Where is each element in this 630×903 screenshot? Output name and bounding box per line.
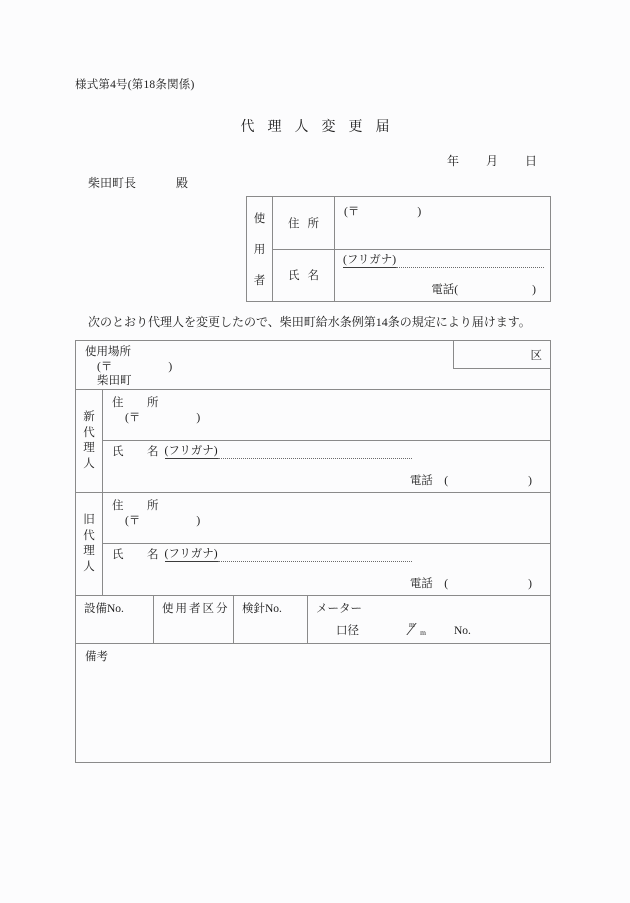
user-tel-label: 電話(	[431, 284, 459, 296]
old-agent-label-char-3: 理	[83, 545, 95, 557]
old-agent-postal-open: (〒	[125, 515, 141, 527]
addressee-name: 柴田町長	[88, 176, 137, 190]
old-agent-furigana-dots	[218, 548, 412, 562]
old-agent-label-char-2: 代	[83, 529, 95, 542]
district-box[interactable]	[453, 340, 551, 369]
new-agent-tel-label: 電話 (	[409, 475, 449, 487]
old-agent-label-char-1: 旧	[83, 514, 95, 526]
usage-place-postal	[85, 360, 172, 375]
old-agent-label-char-4: 人	[83, 560, 95, 573]
meter-row	[76, 596, 550, 644]
user-label-char-3: 者	[253, 275, 266, 288]
user-category-label: 使用者区分	[162, 603, 230, 615]
millimeter-unit-icon	[409, 620, 426, 637]
old-agent-name-field[interactable]	[103, 544, 550, 595]
usage-place-text	[85, 345, 172, 389]
user-name-field[interactable]	[335, 250, 550, 302]
usage-postal-close: )	[168, 360, 173, 373]
user-category-cell[interactable]	[154, 596, 234, 643]
usage-place-label: 使用場所	[85, 346, 131, 358]
new-agent-telephone	[410, 472, 532, 488]
new-agent-name-line	[112, 444, 412, 459]
old-agent-vertical-label	[76, 493, 103, 595]
new-agent-label-char-1: 新	[83, 411, 95, 423]
meter-label: メーター	[316, 603, 362, 615]
page-title: 代理人変更届	[240, 120, 403, 135]
form-code: 様式第4号(第18条関係)	[75, 79, 195, 91]
new-agent-label-char-2: 代	[83, 426, 95, 439]
new-agent-furigana-label: (フリガナ)	[165, 444, 218, 459]
new-agent-block	[76, 390, 550, 493]
old-agent-name-label: 氏 名	[112, 549, 165, 561]
user-furigana-label: (フリガナ)	[343, 253, 396, 268]
new-agent-vertical-label	[76, 390, 103, 492]
new-agent-tel-close: )	[528, 475, 532, 487]
date-line	[447, 152, 538, 169]
old-agent-furigana-label: (フリガナ)	[165, 547, 218, 562]
new-agent-address-label: 住 所	[112, 397, 165, 409]
district-label: 区	[530, 349, 542, 362]
addressee	[88, 174, 188, 191]
user-furigana-dots	[396, 254, 544, 268]
new-agent-postal-open: (〒	[125, 412, 141, 424]
main-table	[75, 340, 551, 763]
user-address-label: 住所	[273, 197, 335, 249]
user-name-row	[273, 250, 550, 302]
unit-numerator: m	[409, 620, 415, 629]
new-agent-furigana-dots	[218, 445, 412, 459]
new-agent-name-field[interactable]	[103, 441, 550, 492]
old-agent-name-line	[112, 547, 412, 562]
remarks-row[interactable]	[76, 644, 550, 776]
new-agent-postal	[125, 409, 200, 425]
user-info-box	[246, 196, 551, 302]
reading-no-label: 検針No.	[242, 603, 282, 615]
user-address-field[interactable]	[335, 197, 550, 249]
user-vertical-label	[247, 197, 273, 301]
remarks-input-area[interactable]	[76, 644, 550, 776]
date-month-label: 月	[485, 154, 499, 168]
old-agent-tel-label: 電話 (	[409, 578, 449, 590]
old-agent-postal	[125, 512, 200, 528]
user-name-label: 氏名	[273, 250, 335, 302]
date-day-label: 日	[524, 154, 538, 168]
old-agent-telephone	[410, 575, 532, 591]
meter-no-label: No.	[454, 625, 471, 637]
new-agent-postal-close: )	[196, 412, 201, 424]
user-tel-close: )	[532, 284, 536, 296]
addressee-honorific: 殿	[176, 176, 189, 190]
user-label-char-1: 使	[253, 212, 266, 225]
usage-place-row[interactable]	[76, 341, 550, 390]
old-agent-address-field[interactable]	[103, 493, 550, 544]
user-postal-close: )	[417, 206, 422, 218]
body-sentence: 次のとおり代理人を変更したので、柴田町給水条例第14条の規定により届けます。	[88, 315, 531, 329]
new-agent-label-char-3: 理	[83, 442, 95, 454]
usage-postal-open: (〒	[97, 360, 113, 373]
new-agent-label-char-4: 人	[83, 457, 95, 470]
reading-no-cell[interactable]	[234, 596, 308, 643]
old-agent-postal-close: )	[196, 515, 201, 527]
user-postal-code	[344, 203, 421, 219]
user-rows	[273, 197, 550, 301]
equipment-no-label: 設備No.	[84, 603, 124, 615]
unit-denominator: m	[420, 628, 426, 637]
meter-sub-line	[336, 622, 471, 638]
new-agent-name-label: 氏 名	[112, 446, 165, 458]
old-agent-tel-close: )	[528, 578, 532, 590]
new-agent-rows	[103, 390, 550, 492]
user-postal-open: (〒	[344, 206, 360, 218]
user-label-char-2: 用	[253, 243, 266, 256]
old-agent-address-label: 住 所	[112, 500, 165, 512]
remarks-label: 備考	[85, 651, 108, 663]
user-address-row	[273, 197, 550, 250]
old-agent-block	[76, 493, 550, 596]
new-agent-address-field[interactable]	[103, 390, 550, 441]
date-year-label: 年	[446, 154, 460, 168]
user-telephone	[431, 281, 536, 297]
usage-place-town: 柴田町	[97, 375, 132, 387]
caliber-label: 口径	[336, 625, 359, 637]
meter-cell[interactable]	[308, 596, 550, 643]
old-agent-rows	[103, 493, 550, 595]
user-furigana-line	[343, 253, 544, 268]
equipment-no-cell[interactable]	[76, 596, 154, 643]
